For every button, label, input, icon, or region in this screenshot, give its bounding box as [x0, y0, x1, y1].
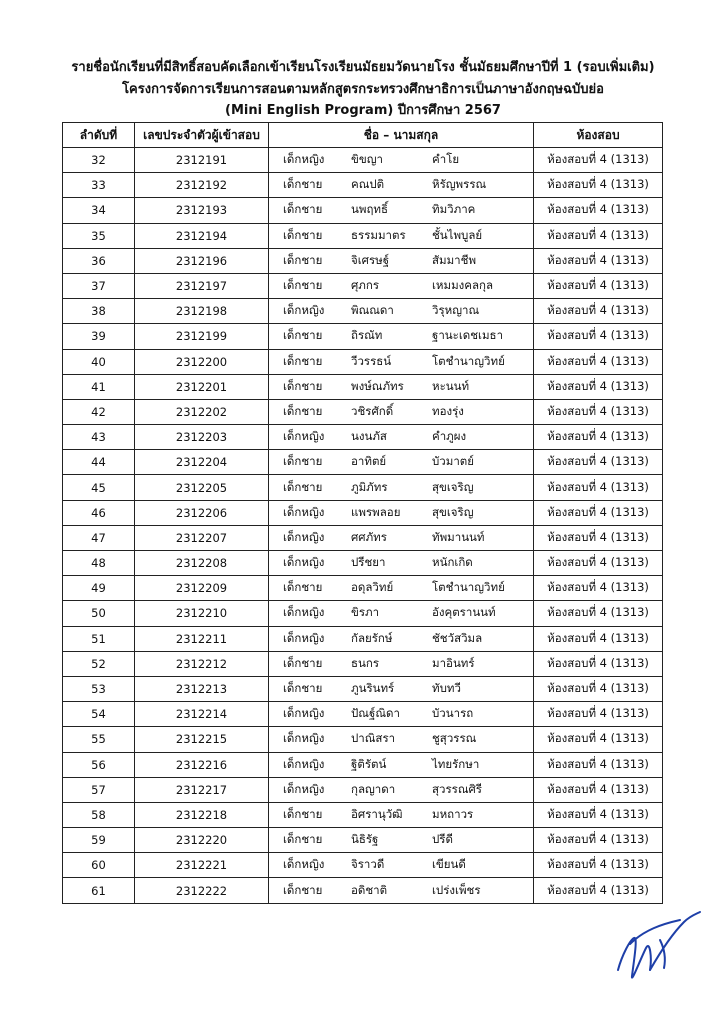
last-name: ชั้นไพบูลย์ — [432, 227, 483, 242]
table-row — [63, 576, 663, 601]
name-prefix: เด็กหญิง — [283, 706, 325, 721]
last-name: หิรัญพรรณ — [432, 177, 487, 192]
first-name: อาทิตย์ — [351, 454, 387, 469]
first-name: พิณณดา — [351, 303, 394, 318]
header-row — [63, 123, 663, 148]
exam-id: 2312202 — [135, 399, 269, 424]
table-row — [63, 349, 663, 374]
table-row — [63, 702, 663, 727]
student-roster-table — [62, 122, 663, 904]
exam-room: ห้องสอบที่ 4 (1313) — [534, 702, 663, 727]
last-name: คำภูผง — [432, 429, 467, 444]
exam-room: ห้องสอบที่ 4 (1313) — [534, 551, 663, 576]
order-number: 43 — [63, 425, 135, 450]
order-number: 41 — [63, 374, 135, 399]
student-name — [269, 273, 534, 298]
name-prefix: เด็กชาย — [283, 177, 323, 192]
last-name: ทองรุ่ง — [432, 403, 464, 418]
first-name: ธรรมมาตร — [351, 227, 406, 242]
last-name: อังคุตรานนท์ — [432, 605, 496, 620]
exam-room: ห้องสอบที่ 4 (1313) — [534, 349, 663, 374]
first-name: นิธิรัฐ — [351, 832, 379, 847]
exam-id: 2312220 — [135, 828, 269, 853]
last-name: ทิมวิภาค — [432, 202, 476, 217]
name-prefix: เด็กหญิง — [283, 152, 325, 167]
first-name: พงษ์ณภัทร — [351, 378, 404, 393]
order-number: 50 — [63, 601, 135, 626]
student-name — [269, 475, 534, 500]
student-name — [269, 853, 534, 878]
last-name: ปรีดี — [432, 832, 453, 847]
exam-id: 2312216 — [135, 752, 269, 777]
exam-id: 2312201 — [135, 374, 269, 399]
order-number: 47 — [63, 525, 135, 550]
name-prefix: เด็กชาย — [283, 580, 323, 595]
student-name — [269, 626, 534, 651]
last-name: สุขเจริญ — [432, 504, 474, 519]
student-name — [269, 148, 534, 173]
exam-id: 2312204 — [135, 450, 269, 475]
exam-room: ห้องสอบที่ 4 (1313) — [534, 777, 663, 802]
last-name: เขียนดี — [432, 857, 466, 872]
exam-id: 2312198 — [135, 299, 269, 324]
exam-room: ห้องสอบที่ 4 (1313) — [534, 475, 663, 500]
exam-room: ห้องสอบที่ 4 (1313) — [534, 248, 663, 273]
name-prefix: เด็กชาย — [283, 832, 323, 847]
first-name: ธนกร — [351, 655, 380, 670]
order-number: 49 — [63, 576, 135, 601]
first-name: แพรพลอย — [351, 504, 401, 519]
exam-room: ห้องสอบที่ 4 (1313) — [534, 802, 663, 827]
table-row — [63, 148, 663, 173]
table-row — [63, 324, 663, 349]
column-header-name: ชื่อ – นามสกุล — [269, 123, 534, 148]
order-number: 58 — [63, 802, 135, 827]
order-number: 38 — [63, 299, 135, 324]
table-row — [63, 425, 663, 450]
student-name — [269, 198, 534, 223]
last-name: ฐานะเดชเมธา — [432, 328, 504, 343]
exam-id: 2312213 — [135, 676, 269, 701]
name-prefix: เด็กชาย — [283, 378, 323, 393]
order-number: 39 — [63, 324, 135, 349]
name-prefix: เด็กชาย — [283, 806, 323, 821]
order-number: 34 — [63, 198, 135, 223]
table-row — [63, 248, 663, 273]
exam-room: ห้องสอบที่ 4 (1313) — [534, 148, 663, 173]
first-name: ศุภกร — [351, 278, 380, 293]
last-name: มหถาวร — [432, 806, 474, 821]
exam-id: 2312221 — [135, 853, 269, 878]
order-number: 52 — [63, 651, 135, 676]
last-name: มาอินทร์ — [432, 655, 475, 670]
name-prefix: เด็กหญิง — [283, 756, 325, 771]
last-name: สัมมาชีพ — [432, 252, 477, 267]
student-name — [269, 324, 534, 349]
student-name — [269, 173, 534, 198]
table-row — [63, 676, 663, 701]
order-number: 56 — [63, 752, 135, 777]
first-name: กัลยรักษ์ — [351, 630, 393, 645]
first-name: จิราวดี — [351, 857, 385, 872]
exam-room: ห้องสอบที่ 4 (1313) — [534, 173, 663, 198]
last-name: หนักเกิด — [432, 555, 473, 570]
last-name: วิรุหญาณ — [432, 303, 480, 318]
order-number: 61 — [63, 878, 135, 903]
exam-room: ห้องสอบที่ 4 (1313) — [534, 273, 663, 298]
exam-room: ห้องสอบที่ 4 (1313) — [534, 727, 663, 752]
order-number: 42 — [63, 399, 135, 424]
name-prefix: เด็กชาย — [283, 454, 323, 469]
student-name — [269, 828, 534, 853]
student-name — [269, 425, 534, 450]
exam-room: ห้องสอบที่ 4 (1313) — [534, 853, 663, 878]
exam-id: 2312196 — [135, 248, 269, 273]
exam-room: ห้องสอบที่ 4 (1313) — [534, 576, 663, 601]
exam-id: 2312199 — [135, 324, 269, 349]
first-name: ถิรณัท — [351, 328, 383, 343]
order-number: 46 — [63, 500, 135, 525]
student-name — [269, 576, 534, 601]
table-row — [63, 198, 663, 223]
exam-room: ห้องสอบที่ 4 (1313) — [534, 324, 663, 349]
exam-id: 2312217 — [135, 777, 269, 802]
exam-room: ห้องสอบที่ 4 (1313) — [534, 399, 663, 424]
column-header-exam-id: เลขประจำตัวผู้เข้าสอบ — [135, 123, 269, 148]
student-name — [269, 248, 534, 273]
exam-room: ห้องสอบที่ 4 (1313) — [534, 525, 663, 550]
last-name: ชัชวัสวิมล — [432, 630, 483, 645]
last-name: เปร่งเพ็ชร — [432, 882, 481, 897]
table-row — [63, 223, 663, 248]
last-name: คำโย — [432, 152, 460, 167]
exam-id: 2312218 — [135, 802, 269, 827]
exam-id: 2312192 — [135, 173, 269, 198]
last-name: ทัพมานนท์ — [432, 529, 485, 544]
first-name: ภูนรินทร์ — [351, 681, 395, 696]
name-prefix: เด็กหญิง — [283, 731, 325, 746]
last-name: หะนนท์ — [432, 378, 470, 393]
exam-room: ห้องสอบที่ 4 (1313) — [534, 223, 663, 248]
exam-room: ห้องสอบที่ 4 (1313) — [534, 374, 663, 399]
order-number: 53 — [63, 676, 135, 701]
first-name: ศศภัทร — [351, 529, 387, 544]
last-name: สุขเจริญ — [432, 479, 474, 494]
table-row — [63, 752, 663, 777]
exam-id: 2312191 — [135, 148, 269, 173]
first-name: อดิชาติ — [351, 882, 388, 897]
name-prefix: เด็กชาย — [283, 655, 323, 670]
exam-room: ห้องสอบที่ 4 (1313) — [534, 601, 663, 626]
last-name: ทับทวี — [432, 681, 461, 696]
order-number: 32 — [63, 148, 135, 173]
exam-room: ห้องสอบที่ 4 (1313) — [534, 752, 663, 777]
name-prefix: เด็กหญิง — [283, 630, 325, 645]
name-prefix: เด็กหญิง — [283, 504, 325, 519]
name-prefix: เด็กชาย — [283, 328, 323, 343]
exam-id: 2312211 — [135, 626, 269, 651]
student-name — [269, 702, 534, 727]
student-name — [269, 676, 534, 701]
first-name: ปรีชยา — [351, 555, 386, 570]
exam-room: ห้องสอบที่ 4 (1313) — [534, 500, 663, 525]
table-row — [63, 727, 663, 752]
table-row — [63, 500, 663, 525]
exam-id: 2312200 — [135, 349, 269, 374]
document-subtitle: โครงการจัดการเรียนการสอนตามหลักสูตรกระทรวงศึกษาธิการเป็นภาษาอังกฤษฉบับย่อ — [122, 82, 604, 97]
first-name: กุลญาดา — [351, 781, 396, 796]
name-prefix: เด็กชาย — [283, 882, 323, 897]
exam-id: 2312215 — [135, 727, 269, 752]
document-title: รายชื่อนักเรียนที่มีสิทธิ์สอบคัดเลือกเข้าเรียนโรงเรียนมัธยมวัดนายโรง ชั้นมัธยมศึกษาปีที่ 1 (รอบเพิ่มเติม) — [71, 60, 655, 75]
first-name: อิศรานุวัฒิ — [351, 806, 403, 821]
student-name — [269, 601, 534, 626]
student-name — [269, 374, 534, 399]
order-number: 40 — [63, 349, 135, 374]
table-row — [63, 626, 663, 651]
first-name: ปาณิสรา — [351, 731, 396, 746]
last-name: เหมมงคลกุล — [432, 278, 494, 293]
name-prefix: เด็กหญิง — [283, 303, 325, 318]
name-prefix: เด็กชาย — [283, 278, 323, 293]
name-prefix: เด็กชาย — [283, 202, 323, 217]
table-row — [63, 853, 663, 878]
exam-room: ห้องสอบที่ 4 (1313) — [534, 878, 663, 903]
table-row — [63, 601, 663, 626]
exam-id: 2312212 — [135, 651, 269, 676]
first-name: ภูมิภัทร — [351, 479, 388, 494]
exam-room: ห้องสอบที่ 4 (1313) — [534, 828, 663, 853]
student-name — [269, 727, 534, 752]
exam-id: 2312206 — [135, 500, 269, 525]
student-name — [269, 551, 534, 576]
exam-id: 2312207 — [135, 525, 269, 550]
first-name: ฐิติรัตน์ — [351, 756, 387, 771]
last-name: สุวรรณศิรี — [432, 781, 482, 796]
first-name: วชิรศักดิ์ — [351, 403, 394, 418]
student-name — [269, 651, 534, 676]
first-name: ปัณฐ์ณิดา — [351, 706, 400, 721]
student-name — [269, 399, 534, 424]
exam-id: 2312214 — [135, 702, 269, 727]
signature-icon — [600, 900, 710, 990]
name-prefix: เด็กชาย — [283, 227, 323, 242]
name-prefix: เด็กหญิง — [283, 781, 325, 796]
student-name — [269, 299, 534, 324]
name-prefix: เด็กหญิง — [283, 605, 325, 620]
name-prefix: เด็กหญิง — [283, 529, 325, 544]
order-number: 54 — [63, 702, 135, 727]
exam-room: ห้องสอบที่ 4 (1313) — [534, 626, 663, 651]
last-name: บัวมาตย์ — [432, 454, 475, 469]
order-number: 36 — [63, 248, 135, 273]
order-number: 60 — [63, 853, 135, 878]
table-row — [63, 374, 663, 399]
exam-room: ห้องสอบที่ 4 (1313) — [534, 198, 663, 223]
table-row — [63, 551, 663, 576]
first-name: นพฤทธิ์ — [351, 202, 389, 217]
name-prefix: เด็กชาย — [283, 479, 323, 494]
exam-room: ห้องสอบที่ 4 (1313) — [534, 299, 663, 324]
last-name: โตชำนาญวิทย์ — [432, 353, 505, 368]
table-row — [63, 475, 663, 500]
last-name: ไทยรักษา — [432, 756, 480, 771]
exam-id: 2312205 — [135, 475, 269, 500]
order-number: 35 — [63, 223, 135, 248]
exam-id: 2312197 — [135, 273, 269, 298]
order-number: 55 — [63, 727, 135, 752]
column-header-order: ลำดับที่ — [63, 123, 135, 148]
student-name — [269, 223, 534, 248]
order-number: 59 — [63, 828, 135, 853]
order-number: 45 — [63, 475, 135, 500]
table-row — [63, 173, 663, 198]
name-prefix: เด็กหญิง — [283, 555, 325, 570]
table-row — [63, 399, 663, 424]
student-name — [269, 777, 534, 802]
name-prefix: เด็กหญิง — [283, 429, 325, 444]
table-header — [63, 123, 663, 148]
exam-id: 2312210 — [135, 601, 269, 626]
exam-id: 2312193 — [135, 198, 269, 223]
order-number: 33 — [63, 173, 135, 198]
first-name: ขิขญา — [351, 152, 383, 167]
order-number: 57 — [63, 777, 135, 802]
column-header-room: ห้องสอบ — [534, 123, 663, 148]
order-number: 51 — [63, 626, 135, 651]
exam-id: 2312222 — [135, 878, 269, 903]
student-name — [269, 450, 534, 475]
table-row — [63, 777, 663, 802]
last-name: ชูสุวรรณ — [432, 731, 477, 746]
student-name — [269, 500, 534, 525]
table-row — [63, 299, 663, 324]
order-number: 37 — [63, 273, 135, 298]
first-name: นงนภัส — [351, 429, 387, 444]
name-prefix: เด็กชาย — [283, 353, 323, 368]
order-number: 44 — [63, 450, 135, 475]
table-row — [63, 525, 663, 550]
table-row — [63, 651, 663, 676]
table-row — [63, 273, 663, 298]
table-body — [63, 148, 663, 904]
table-row — [63, 802, 663, 827]
first-name: จิเศรษฐ์ — [351, 252, 390, 267]
exam-id: 2312208 — [135, 551, 269, 576]
name-prefix: เด็กชาย — [283, 403, 323, 418]
table-row — [63, 878, 663, 903]
exam-room: ห้องสอบที่ 4 (1313) — [534, 676, 663, 701]
name-prefix: เด็กชาย — [283, 252, 323, 267]
student-name — [269, 802, 534, 827]
first-name: ขิรภา — [351, 605, 380, 620]
last-name: โตชำนาญวิทย์ — [432, 580, 505, 595]
exam-id: 2312203 — [135, 425, 269, 450]
table-row — [63, 828, 663, 853]
first-name: คณปติ — [351, 177, 385, 192]
student-name — [269, 752, 534, 777]
student-name — [269, 878, 534, 903]
last-name: บัวนารถ — [432, 706, 474, 721]
table-row — [63, 450, 663, 475]
student-name — [269, 525, 534, 550]
name-prefix: เด็กชาย — [283, 681, 323, 696]
exam-room: ห้องสอบที่ 4 (1313) — [534, 651, 663, 676]
student-name — [269, 349, 534, 374]
exam-id: 2312209 — [135, 576, 269, 601]
document-program-year: (Mini English Program) ปีการศึกษา 2567 — [225, 103, 501, 118]
exam-room: ห้องสอบที่ 4 (1313) — [534, 450, 663, 475]
first-name: วีวรรธน์ — [351, 353, 392, 368]
exam-room: ห้องสอบที่ 4 (1313) — [534, 425, 663, 450]
exam-id: 2312194 — [135, 223, 269, 248]
name-prefix: เด็กหญิง — [283, 857, 325, 872]
order-number: 48 — [63, 551, 135, 576]
first-name: อดุลวิทย์ — [351, 580, 394, 595]
